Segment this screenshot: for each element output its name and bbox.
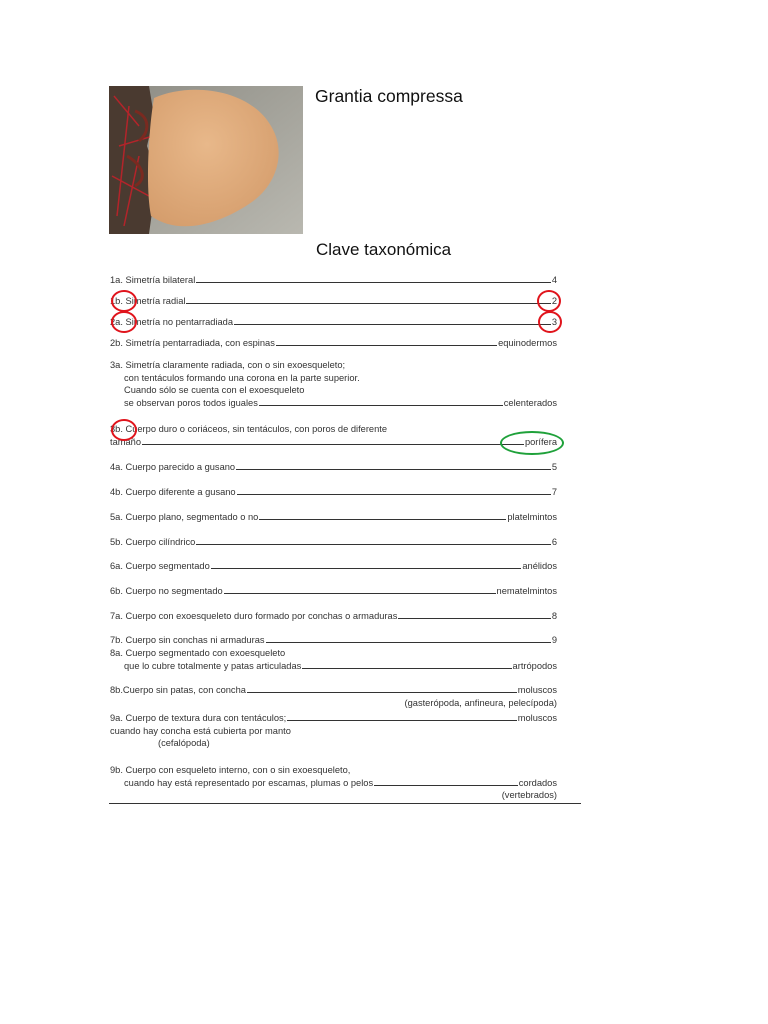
red-circle-3b (111, 419, 137, 441)
species-title: Grantia compressa (315, 86, 463, 106)
red-circle-answer-3 (538, 311, 562, 333)
key-entry-8b: 8b.Cuerpo sin patas, con concha moluscos (gasterópoda, anfineura, pelecípoda) (110, 685, 557, 708)
key-entry-7a: 7a. Cuerpo con exoesqueleto duro formado por conchas o armaduras 8 (110, 611, 557, 621)
key-entry-2b: 2b. Simetría pentarradiada, con espinas equinodermos (110, 338, 557, 348)
key-entry-4b: 4b. Cuerpo diferente a gusano 7 (110, 487, 557, 497)
key-entry-5a: 5a. Cuerpo plano, segmentado o no platelmintos (110, 512, 557, 522)
key-entry-2a: 2a. Simetría no pentarradiada 3 (110, 317, 557, 327)
key-entry-6a: 6a. Cuerpo segmentado anélidos (110, 561, 557, 571)
key-entry-3b: 3b. Cuerpo duro o coriáceos, sin tentáculos, con poros de diferente tamaño porífera (110, 424, 557, 447)
key-entry-8a: 8a. Cuerpo segmentado con exoesqueleto que lo cubre totalmente y patas articuladas artrópodos (110, 648, 557, 671)
key-title: Clave taxonómica (316, 240, 452, 259)
key-entry-4a: 4a. Cuerpo parecido a gusano 5 (110, 462, 557, 472)
key-entry-1b: 1b. Simetría radial 2 (110, 296, 557, 306)
red-circle-1b (111, 290, 137, 312)
bottom-rule (109, 803, 581, 804)
green-circle-porifera (500, 431, 564, 455)
red-circle-2a (111, 311, 137, 333)
sponge-photo (109, 86, 303, 234)
key-entry-1a: 1a. Simetría bilateral 4 (110, 275, 557, 285)
key-entry-5b: 5b. Cuerpo cilíndrico 6 (110, 537, 557, 547)
key-entry-6b: 6b. Cuerpo no segmentado nematelmintos (110, 586, 557, 596)
red-circle-answer-2 (537, 290, 561, 312)
key-entry-9a: 9a. Cuerpo de textura dura con tentáculos; moluscos cuando hay concha está cubierta por manto (cefalópoda) (110, 713, 557, 748)
key-entry-7b: 7b. Cuerpo sin conchas ni armaduras 9 (110, 635, 557, 645)
key-entry-3a: 3a. Simetría claramente radiada, con o sin exoesqueleto; con tentáculos formando una corona en la parte superior. Cuando sólo se cuenta con el exoesqueleto se observan poros todos iguales celenterados (110, 360, 557, 408)
key-entry-9b: 9b. Cuerpo con esqueleto interno, con o sin exoesqueleto, cuando hay está representado por escamas, plumas o pelos cordados (vertebrados) (110, 765, 557, 800)
